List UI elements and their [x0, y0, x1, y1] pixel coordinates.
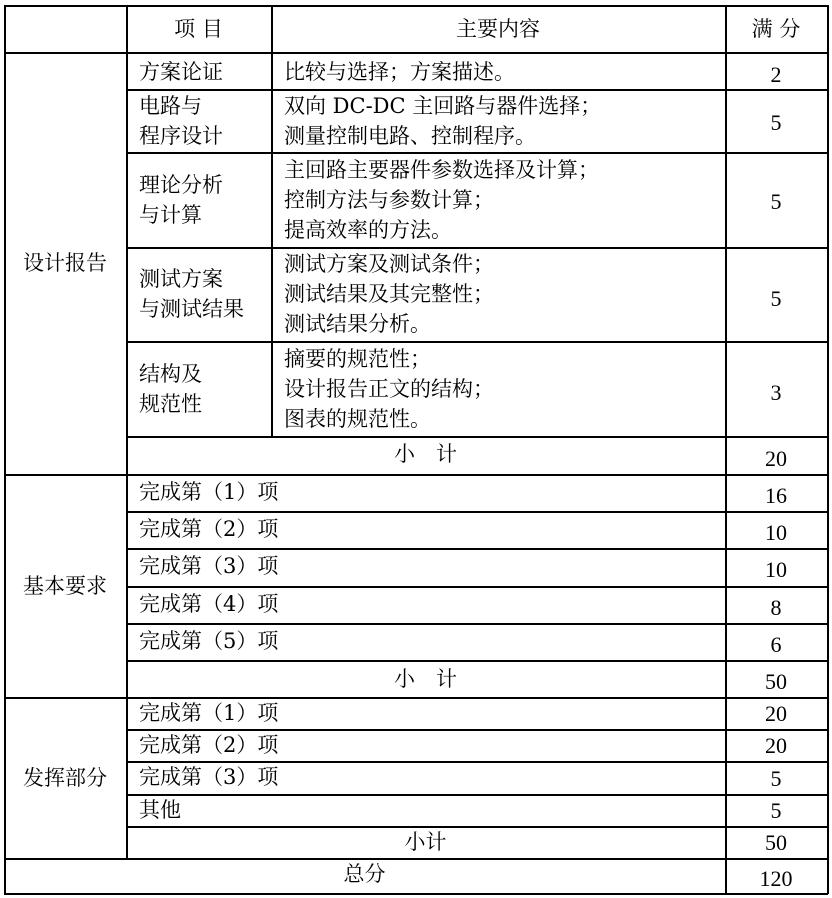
total-label: 总分: [343, 862, 386, 886]
subtotal-score: 20: [765, 446, 787, 471]
table-row-item: 其他: [139, 797, 181, 822]
header-item: 项 目: [174, 16, 223, 41]
table-border-bottom: [4, 893, 828, 895]
item-line: 与测试结果: [139, 297, 244, 321]
category-extended: 发挥部分: [23, 765, 107, 790]
content-line: 设计报告正文的结构；: [284, 376, 494, 401]
table-row-content: [284, 152, 725, 247]
content-line: 测试方案及测试条件；: [284, 252, 494, 276]
header-content: 主要内容: [456, 16, 540, 41]
table-row-score: 5: [770, 286, 782, 311]
table-row-item: 完成第（4）项: [139, 591, 279, 616]
table-row-content: [284, 247, 725, 341]
content-line: 测量控制电路、控制程序。: [284, 123, 536, 148]
table-row-item: [139, 152, 271, 247]
item-line: 电路与: [139, 93, 202, 118]
item-line: 规范性: [139, 391, 202, 416]
table-row-score: 10: [765, 557, 787, 582]
table-border-right: [827, 5, 829, 894]
subtotal-label: 小 计: [394, 666, 457, 691]
content-line: 测试结果分析。: [284, 312, 431, 336]
table-row-score: 6: [770, 631, 782, 657]
item-line: 与计算: [139, 202, 202, 227]
table-row-score: 20: [765, 701, 787, 726]
content-line: 主回路主要器件参数选择及计算；: [284, 157, 599, 182]
total-score: 120: [759, 866, 793, 891]
table-row-score: 5: [770, 189, 782, 214]
table-row-score: 20: [765, 733, 787, 758]
table-row-score: 5: [770, 798, 782, 823]
subtotal-score: 50: [765, 669, 787, 694]
item-line: 测试方案: [139, 267, 223, 291]
subtotal-score: 50: [765, 830, 787, 855]
table-row-content: 比较与选择；方案描述。: [284, 59, 515, 84]
subtotal-label: 小 计: [394, 442, 457, 466]
table-row-item: 完成第（1）项: [139, 479, 279, 504]
content-line: 双向 DC-DC 主回路与器件选择；: [284, 93, 602, 118]
table-row-score: 16: [765, 482, 787, 508]
table-row-item: 完成第（3）项: [139, 554, 279, 578]
table-row-score: 8: [770, 594, 782, 620]
subtotal-label: 小计: [404, 829, 447, 854]
item-line: 结构及: [139, 361, 202, 386]
table-row-item: 完成第（1）项: [139, 700, 279, 725]
table-row-item: 完成第（2）项: [139, 516, 279, 541]
table-row-item: 完成第（2）项: [139, 732, 279, 757]
table-row-score: 5: [770, 110, 782, 135]
header-score: 满 分: [751, 16, 801, 41]
table-row-item: [139, 341, 271, 436]
table-row-score: 5: [770, 766, 782, 791]
table-row-item: 方案论证: [139, 59, 223, 84]
content-line: 提高效率的方法。: [284, 217, 452, 242]
table-row-item: 完成第（5）项: [139, 628, 279, 653]
table-row-score: 2: [770, 61, 782, 87]
table-row-item: [139, 247, 271, 341]
content-line: 图表的规范性。: [284, 406, 431, 431]
item-col-line: [271, 5, 273, 437]
category-design-report: 设计报告: [23, 251, 107, 275]
content-line: 控制方法与参数计算；: [284, 187, 494, 212]
item-line: 程序设计: [139, 123, 223, 148]
table-row-score: 10: [765, 519, 787, 545]
table-row-content: [284, 341, 725, 436]
content-line: 摘要的规范性；: [284, 346, 431, 371]
category-col-line: [126, 5, 128, 859]
table-row-item: 完成第（3）项: [139, 765, 279, 789]
content-line: 测试结果及其完整性；: [284, 282, 494, 306]
table-row-score: 3: [770, 380, 782, 405]
item-line: 理论分析: [139, 172, 223, 197]
table-row-content: [284, 89, 725, 152]
table-row-item: [139, 89, 271, 152]
category-basic: 基本要求: [23, 573, 107, 598]
